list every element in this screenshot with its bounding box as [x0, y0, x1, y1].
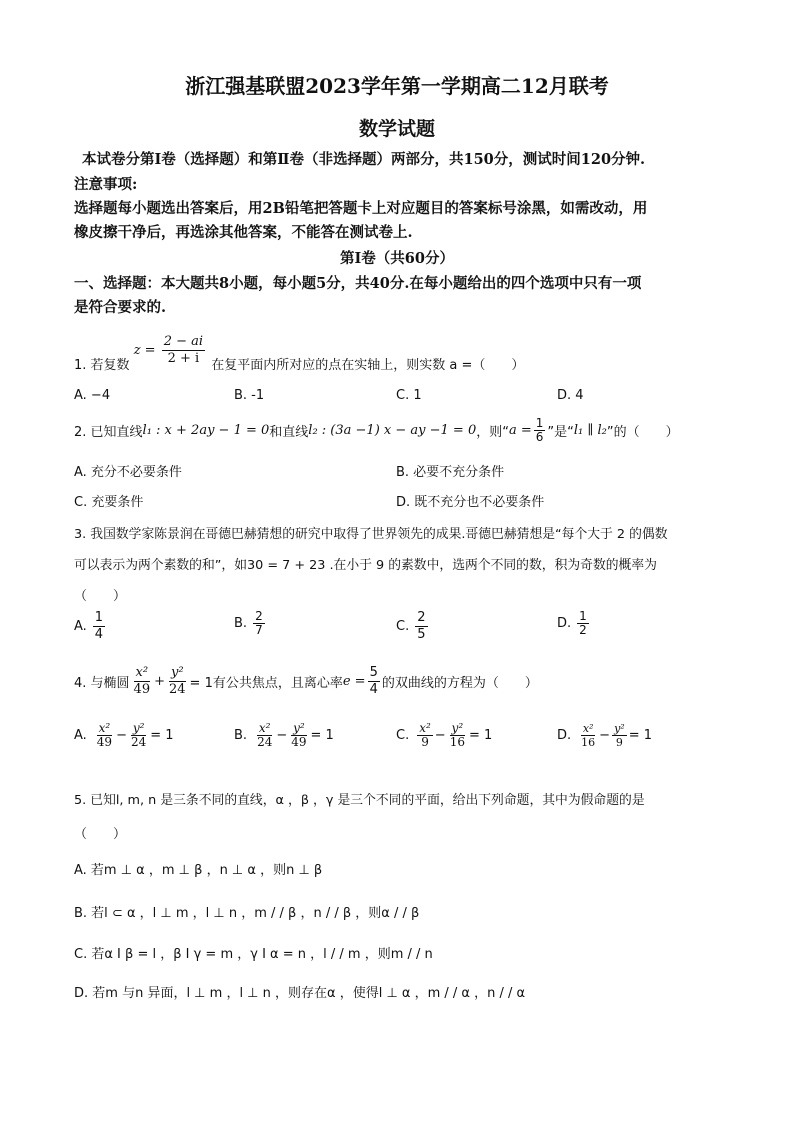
- q3-option-c-frac: [415, 610, 427, 643]
- q3-line-3: （ ）: [74, 589, 127, 604]
- q3-option-b-frac: [253, 610, 265, 637]
- q3-option-d-frac: [577, 610, 589, 637]
- q4-b-d2: 49: [291, 735, 307, 749]
- q4-b-x2: x²: [258, 721, 271, 735]
- section-line-1: 一、选择题：本大题共8小题，每小题5分，共40分.在每小题给出的四个选项中只有一项: [74, 275, 642, 292]
- q3-option-c-label: C.: [396, 619, 410, 634]
- q3-option-b-label: B.: [234, 616, 248, 631]
- q4-e-pre: e =: [342, 673, 366, 689]
- q2-parallel: l₁ ∥ l₂: [573, 422, 607, 438]
- q4-c-y: [448, 722, 467, 749]
- q2-cond-den: 6: [535, 429, 544, 444]
- q3-a-den: 4: [94, 627, 104, 642]
- part-title: 第Ⅰ卷（共60分）: [340, 250, 454, 267]
- q2-text-c: ，则“: [476, 424, 509, 440]
- q4-b-x: [255, 722, 274, 749]
- q4-text-end: 的双曲线的方程为（ ）: [381, 675, 538, 691]
- q4-a-d1: 49: [96, 735, 113, 749]
- q4-d-d1: 16: [581, 736, 596, 749]
- q2-text-b: 和直线: [269, 424, 309, 440]
- q4-c-eq: = 1: [468, 728, 493, 743]
- q3-d-den: 2: [579, 623, 587, 637]
- q4-text-pre: 4. 与椭圆: [74, 675, 130, 691]
- q3-c-num: 2: [417, 610, 426, 625]
- q1-option-d[interactable]: D. 4: [557, 388, 584, 403]
- q4-c-x2: x²: [419, 721, 431, 735]
- notice-line-2: 橡皮擦干净后，再选涂其他答案，不能答在测试卷上.: [74, 224, 413, 241]
- q4-ellipse-x: [132, 665, 153, 698]
- q4-c-x: [417, 722, 433, 749]
- q2-text-d: ”是“: [547, 424, 574, 440]
- q2-option-b[interactable]: B. 必要不充分条件: [396, 465, 505, 480]
- q4-d-x2: x²: [582, 722, 594, 735]
- q4-b-eq: = 1: [310, 728, 334, 743]
- q1-frac-den: 2 + i: [167, 351, 200, 366]
- q5-option-b[interactable]: B. 若l ⊂ α ，l ⊥ m ，l ⊥ n ，m / / β ，n / / β ，则α / / β: [74, 906, 420, 921]
- q4-option-c[interactable]: C. $\frac{\text{x²}}{9}$ − $\frac{\text{y²}}{16}$ = 1: [396, 721, 493, 749]
- q4-a-x: [95, 722, 114, 749]
- q2-option-a[interactable]: A. 充分不必要条件: [74, 465, 182, 480]
- q2-line-1: l₁ : x + 2ay − 1 = 0: [142, 422, 270, 438]
- q4-d-y2: y²: [614, 722, 625, 735]
- q4-a-d2: 24: [130, 735, 147, 749]
- question-4: 4. 与椭圆 $\frac{\text{x²}}{49}$ + $\frac{\text{y²}}{24}$ = 1有公共焦点，且离心率 e = $\frac{5}{4}$ 的双曲线的方程为（ ）: [74, 664, 538, 697]
- exam-subtitle: 数学试题: [358, 118, 435, 140]
- q5-option-a[interactable]: A. 若m ⊥ α ，m ⊥ β ，n ⊥ α ，则n ⊥ β: [74, 863, 323, 878]
- notice-line-1: 选择题每小题选出答案后，用2B铅笔把答题卡上对应题目的答案标号涂黑，如需改动，用: [74, 200, 648, 217]
- notice-heading: 注意事项:: [74, 176, 138, 193]
- q3-option-d[interactable]: [557, 610, 591, 637]
- q4-d-y: [612, 722, 627, 749]
- q3-line-2: 可以表示为两个素数的和”，如30 = 7 + 23 .在小于 9 的素数中，选两个不同的数，积为奇数的概率为: [74, 558, 657, 573]
- q5-line-1: 5. 已知l, m, n 是三条不同的直线，α ，β ，γ 是三个不同的平面，给出下列命题，其中为假命题的是: [74, 793, 645, 808]
- q4-a-y: [129, 722, 148, 749]
- q4-e-num: 5: [369, 664, 378, 680]
- q2-cond-fraction: [534, 417, 546, 444]
- q3-option-a-frac: [93, 610, 105, 643]
- q1-option-a[interactable]: A. −4: [74, 388, 111, 403]
- q2-cond-num: 1: [535, 415, 544, 430]
- q2-text-e: ”的（ ）: [606, 424, 679, 440]
- q1-frac-num: 2 − ai: [163, 334, 204, 349]
- q4-d-d2: 9: [615, 736, 623, 749]
- q1-option-c[interactable]: C. 1: [396, 388, 422, 403]
- q4-b-label: B.: [234, 728, 248, 743]
- q4-b-y: [289, 722, 308, 749]
- exam-title: 浙江强基联盟2023学年第一学期高二12月联考: [185, 74, 609, 98]
- q1-text-pre: 1. 若复数: [74, 358, 130, 373]
- q4-a-x2: x²: [98, 721, 111, 735]
- q4-d-eq: = 1: [628, 728, 652, 743]
- q4-b-y2: y²: [293, 721, 305, 735]
- q3-b-num: 2: [255, 609, 263, 623]
- q4-d-label: D.: [557, 728, 572, 743]
- q4-c-d2: 16: [449, 735, 465, 749]
- q1-fraction: [162, 334, 205, 367]
- q2-option-c[interactable]: C. 充要条件: [74, 495, 144, 510]
- q4-ellipse-y: [167, 665, 188, 698]
- q4-option-d[interactable]: D. $\frac{\text{x²}}{16}$ − $\frac{\text{y²}}{9}$ = 1: [557, 722, 652, 749]
- q4-c-d1: 9: [421, 735, 429, 749]
- q4-option-a[interactable]: A. $\frac{\text{x²}}{49}$ − $\frac{\text{y²}}{24}$ = 1: [74, 721, 174, 749]
- q4-option-b[interactable]: B. $\frac{\text{x²}}{24}$ − $\frac{\text{y²}}{49}$ = 1: [234, 721, 334, 749]
- q3-option-a-label: A.: [74, 619, 87, 634]
- question-1: [74, 328, 524, 373]
- q2-text-a: 2. 已知直线: [74, 424, 143, 440]
- q3-b-den: 7: [255, 623, 263, 637]
- q4-c-y2: y²: [451, 721, 464, 735]
- q1-text-end: a =（ ）: [449, 358, 525, 373]
- q1-option-b[interactable]: B. -1: [234, 388, 265, 403]
- q4-text-mid: = 1有公共焦点，且离心率: [189, 675, 343, 691]
- q4-a-y2: y²: [132, 721, 145, 735]
- q4-a-label: A.: [74, 728, 87, 743]
- q3-c-den: 5: [417, 627, 426, 642]
- intro-line: 本试卷分第Ⅰ卷（选择题）和第Ⅱ卷（非选择题）两部分，共150分，测试时间120分钟.: [82, 151, 646, 168]
- q2-option-d[interactable]: D. 既不充分也不必要条件: [396, 495, 545, 510]
- q4-ell-24: 24: [169, 681, 186, 697]
- q3-option-a[interactable]: [74, 610, 107, 643]
- q4-e-den: 4: [369, 681, 378, 697]
- q5-option-c[interactable]: C. 若α I β = l ，β I γ = m ，γ I α = n ，l / / m ，则m / / n: [74, 947, 433, 962]
- q3-d-num: 1: [579, 609, 587, 623]
- section-line-2: 是符合要求的.: [74, 299, 167, 316]
- q4-ell-49: 49: [133, 681, 151, 697]
- q4-ell-y2: y²: [170, 664, 184, 680]
- q4-b-d1: 24: [257, 735, 273, 749]
- q4-a-eq: = 1: [150, 728, 174, 743]
- q1-text-post: 在复平面内所对应的点在实轴上，则实数: [211, 358, 446, 373]
- question-2: [74, 413, 679, 447]
- q3-option-c[interactable]: [396, 610, 430, 643]
- q3-option-b[interactable]: [234, 610, 267, 637]
- q4-c-label: C.: [396, 728, 410, 743]
- q2-cond-pre: a =: [508, 422, 532, 438]
- q3-line-1: 3. 我国数学家陈景润在哥德巴赫猜想的研究中取得了世界领先的成果.哥德巴赫猜想是“每个大于 2 的偶数: [74, 527, 668, 542]
- q1-z-expression: z = $\frac{2 - ai}{2 + i}$: [133, 334, 204, 366]
- q2-line-2: l₂ : (3a −1) x − ay −1 = 0: [308, 422, 477, 438]
- q5-line-2: （ ）: [74, 827, 127, 842]
- q5-option-d[interactable]: D. 若m 与n 异面，l ⊥ m ，l ⊥ n ，则存在α ，使得l ⊥ α ，m / / α ，n / / α: [74, 986, 526, 1001]
- q4-d-x: [579, 722, 597, 749]
- q3-a-num: 1: [94, 610, 104, 625]
- q4-ell-x2: x²: [135, 664, 149, 680]
- q4-e-frac: [368, 665, 380, 698]
- q3-option-d-label: D.: [557, 616, 572, 631]
